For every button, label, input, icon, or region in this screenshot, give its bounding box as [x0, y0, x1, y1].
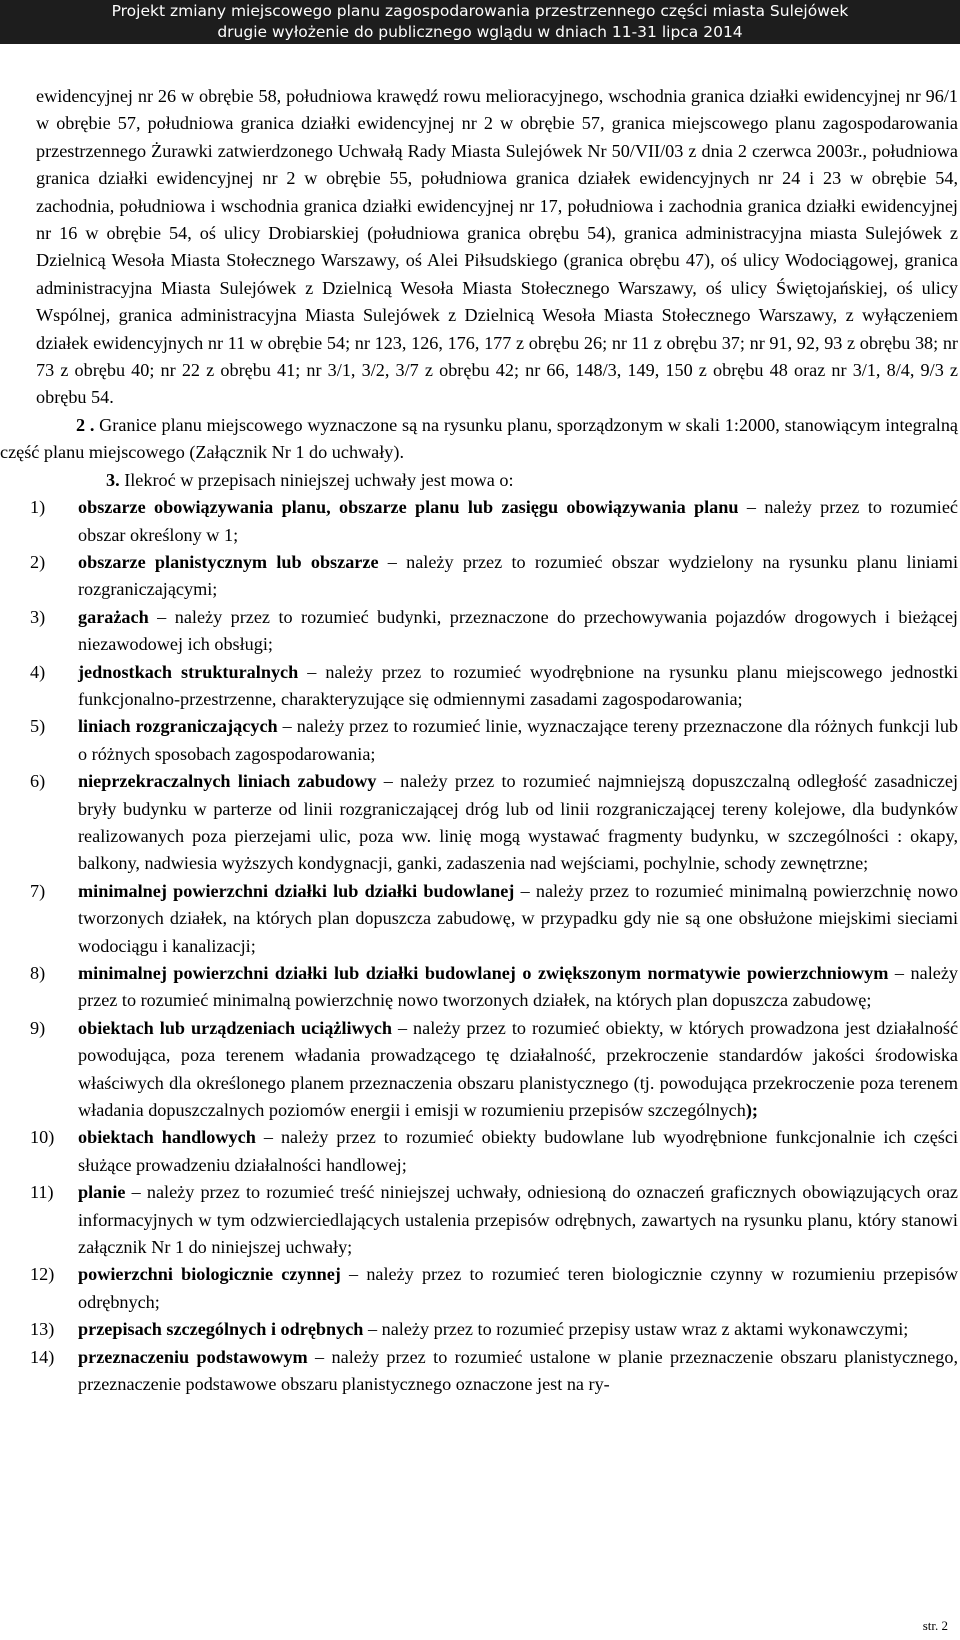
definition-text: należy przez to rozumieć linie, wyznaczające tereny przeznaczone dla różnych funkcji lub o różnych sposobach zagospodarowania;	[78, 716, 959, 764]
definition-number: 13)	[30, 1319, 55, 1340]
definition-text: należy przez to rozumieć obiekty budowlane lub wyodrębnione funkcjonalnie ich części służące prowadzeniu działalności handlowej;	[78, 1127, 958, 1175]
section-3-label: 3.	[106, 469, 120, 490]
definition-term: przeznaczeniu podstawowym	[78, 1346, 308, 1367]
definition-item: 11) planie – należy przez to rozumieć treść niniejszej uchwały, odniesioną do oznaczeń graficznych obowiązujących oraz informacyjnych w tym odzwierciedlających ustalenia przepisów odrębnych, zawartych na rysunku planu, który stanowi załącznik Nr 1 do niniejszej uchwały;	[30, 1179, 958, 1261]
definition-term: obiektach handlowych	[78, 1127, 256, 1148]
definition-item: 1) obszarze obowiązywania planu, obszarze planu lub zasięgu obowiązywania planu – należy przez to rozumieć obszar określony w 1;	[30, 494, 958, 549]
section-2-label: 2 .	[76, 414, 95, 435]
definition-item: 7) minimalnej powierzchni działki lub działki budowlanej – należy przez to rozumieć minimalną powierzchnię nowo tworzonych działek, na których plan dopuszcza zabudowę, w przypadku gdy nie są one obsłużone miejskimi sieciami wodociągu i kanalizacji;	[30, 878, 958, 960]
definition-term: obszarze planistycznym lub obszarze	[78, 551, 379, 572]
definition-text: należy przez to rozumieć wyodrębnione na rysunku planu miejscowego jednostki funkcjonalno-przestrzenne, charakteryzujące się odmiennymi zasadami zagospodarowania;	[78, 661, 958, 709]
definition-text: należy przez to rozumieć obiekty, w których prowadzona jest działalność powodująca, poza terenem władania prowadzącego tę działalność, przekroczenie standardów jakości środowiska właściwych dla określonego planem przeznaczenia obszaru planistycznego (tj. powodująca przekroczenie poza terenem władania dopuszczalnych poziomów energii i emisji w rozumieniu przepisów szczególnych	[78, 1017, 959, 1121]
definition-item: 4) jednostkach strukturalnych – należy przez to rozumieć wyodrębnione na rysunku planu miejscowego jednostki funkcjonalno-przestrzenne, charakteryzujące się odmiennymi zasadami zagospodarowania;	[30, 659, 958, 714]
section-2-text: Granice planu miejscowego wyznaczone są na rysunku planu, sporządzonym w skali 1:2000, stanowiącym integralną część planu miejscowego (Załącznik Nr 1 do uchwały).	[0, 414, 959, 463]
definition-number: 11)	[30, 1182, 54, 1203]
document-body	[0, 83, 959, 1399]
definition-item: 8) minimalnej powierzchni działki lub działki budowlanej o zwiększonym normatywie powierzchniowym – należy przez to rozumieć minimalną powierzchnię nowo tworzonych działek, na których plan dopuszcza zabudowę;	[30, 960, 958, 1015]
definition-text: należy przez to rozumieć minimalną powierzchnię nowo tworzonych działek, na których plan dopuszcza zabudowę, w przypadku gdy nie są one obsłużone miejskimi sieciami wodociągu i kanalizacji;	[78, 880, 958, 956]
definition-item: 13) przepisach szczególnych i odrębnych – należy przez to rozumieć przepisy ustaw wraz z aktami wykonawczymi;	[30, 1316, 958, 1343]
definition-number: 12)	[30, 1264, 55, 1285]
definition-number: 6)	[30, 771, 46, 792]
definition-number: 1)	[30, 497, 46, 518]
definition-number: 3)	[30, 606, 46, 627]
definition-item: 12) powierzchni biologicznie czynnej – należy przez to rozumieć teren biologicznie czynny w rozumieniu przepisów odrębnych;	[30, 1261, 958, 1316]
definition-text: należy przez to rozumieć obszar określony w 1;	[78, 497, 958, 545]
definitions-list	[30, 494, 958, 1398]
definition-text: należy przez to rozumieć teren biologicznie czynny w rozumieniu przepisów odrębnych;	[78, 1264, 958, 1312]
definition-term: minimalnej powierzchni działki lub działki budowlanej o zwiększonym normatywie powierzchniowym	[78, 963, 889, 983]
definition-term: obiektach lub urządzeniach uciążliwych	[78, 1017, 392, 1038]
definition-term: liniach rozgraniczających	[78, 716, 278, 737]
definition-text: należy przez to rozumieć obszar wydzielony na rysunku planu liniami rozgraniczającymi;	[78, 551, 958, 600]
definition-number: 7)	[30, 880, 46, 901]
definition-number: 9)	[30, 1017, 46, 1038]
definition-term: minimalnej powierzchni działki lub działki budowlanej	[78, 880, 515, 901]
intro-paragraph: ewidencyjnej nr 26 w obrębie 58, południowa krawędź rowu melioracyjnego, wschodnia granica działki ewidencyjnej nr 96/1 w obrębie 57, południowa granica działki ewidencyjnej nr 2 w obrębie 57, granica miejscowego planu zagospodarowania przestrzennego Żurawki zatwierdzonego Uchwałą Rady Miasta Sulejówek Nr 50/VII/03 z dnia 2 czerwca 2003r., południowa granica działki ewidencyjnej nr 2 w obrębie 55, południowa granica działek ewidencyjnych nr 24 i 23 w obrębie 54, zachodnia, południowa i wschodnia granica działki ewidencyjnej nr 17, południowa i zachodnia granica działki ewidencyjnej nr 16 w obrębie 54, oś ulicy Drobiarskiej (południowa granica obrębu 54), granica administracyjna miasta Sulejówek z Dzielnicą Wesoła Miasta Stołecznego Warszawy, oś Alei Piłsudskiego (granica obrębu 47), oś ulicy Wodociągowej, granica administracyjna Miasta Sulejówek z Dzielnicą Wesoła Miasta Stołecznego Warszawy, oś ulicy Świętojańskiej, oś ulicy Wspólnej, granica administracyjna Miasta Sulejówek z Dzielnicą Wesoła Miasta Stołecznego Warszawy, z wyłączeniem działek ewidencyjnych nr 11 w obrębie 54; nr 123, 126, 176, 177 z obrębu 26; nr 11 z obrębu 37; nr 91, 92, 93 z obrębu 38; nr 73 z obrębu 40; nr 22 z obrębu 41; nr 3/1, 3/2, 3/7 z obrębu 42; nr 66, 148/3, 149, 150 z obrębu 48 oraz nr 3/1, 8/4, 9/3 z obrębu 54.	[36, 86, 958, 408]
page-number: str. 2	[922, 1618, 948, 1633]
definition-item: 5) liniach rozgraniczających – należy przez to rozumieć linie, wyznaczające tereny przeznaczone dla różnych funkcji lub o różnych sposobach zagospodarowania;	[30, 713, 958, 768]
section-3-paragraph	[30, 467, 958, 494]
definition-text: należy przez to rozumieć treść niniejszej uchwały, odniesioną do oznaczeń graficznych obowiązujących oraz informacyjnych w tym odzwierciedlających ustalenia przepisów odrębnych, zawartych na rysunku planu, który stanowi załącznik Nr 1 do niniejszej uchwały;	[78, 1182, 959, 1258]
definition-term: garażach	[78, 606, 149, 627]
definition-term: jednostkach strukturalnych	[78, 661, 299, 682]
definition-number: 14)	[30, 1346, 55, 1367]
document-header	[0, 0, 960, 44]
section-3-text: Ilekroć w przepisach niniejszej uchwały jest mowa o:	[124, 469, 514, 490]
definition-number: 2)	[30, 551, 46, 572]
definition-tail: );	[745, 1100, 758, 1121]
definition-text: należy przez to rozumieć minimalną powierzchnię nowo tworzonych działek, na których plan dopuszcza zabudowę;	[78, 963, 958, 1011]
header-line-2: drugie wyłożenie do publicznego wglądu w dniach 11-31 lipca 2014	[217, 23, 743, 41]
header-line-1: Projekt zmiany miejscowego planu zagospodarowania przestrzennego części miasta Sulejówek	[111, 2, 849, 20]
definition-item: 3) garażach – należy przez to rozumieć budynki, przeznaczone do przechowywania pojazdów drogowych i bieżącej niezawodowej ich obsługi;	[30, 604, 958, 659]
definition-item: 9) obiektach lub urządzeniach uciążliwych – należy przez to rozumieć obiekty, w których prowadzona jest działalność powodująca, poza terenem władania prowadzącego tę działalność, przekroczenie standardów jakości środowiska właściwych dla określonego planem przeznaczenia obszaru planistycznego (tj. powodująca przekroczenie poza terenem władania dopuszczalnych poziomów energii i emisji w rozumieniu przepisów szczególnych);	[30, 1015, 958, 1125]
definition-item: 2) obszarze planistycznym lub obszarze – należy przez to rozumieć obszar wydzielony na rysunku planu liniami rozgraniczającymi;	[30, 549, 958, 604]
definition-text: należy przez to rozumieć ustalone w planie przeznaczenie obszaru planistycznego, przeznaczenie podstawowe obszaru planistycznego oznaczone jest na ry-	[78, 1346, 959, 1395]
definition-item: 14) przeznaczeniu podstawowym – należy przez to rozumieć ustalone w planie przeznaczenie obszaru planistycznego, przeznaczenie podstawowe obszaru planistycznego oznaczone jest na ry-	[30, 1344, 958, 1399]
definition-term: nieprzekraczalnych liniach zabudowy	[78, 771, 377, 792]
definition-text: należy przez to rozumieć budynki, przeznaczone do przechowywania pojazdów drogowych i bieżącej niezawodowej ich obsługi;	[78, 606, 958, 655]
section-2-paragraph	[0, 412, 958, 467]
definition-item: 6) nieprzekraczalnych liniach zabudowy – należy przez to rozumieć najmniejszą dopuszczalną odległość zasadniczej bryły budynku w parterze od linii rozgraniczającej dróg lub od linii rozgraniczającej tereny kolejowe, dla budynków realizowanych poza pierzejami ulic, poza ww. linię mogą wystawać fragmenty budynku, w szczególności : okapy, balkony, nadwiesia wyższych kondygnacji, ganki, zadaszenia nad wejściami, pochylnie, schody zewnętrzne;	[30, 768, 958, 878]
definition-term: obszarze obowiązywania planu, obszarze planu lub zasięgu obowiązywania planu	[78, 497, 739, 518]
definition-term: planie	[78, 1182, 126, 1203]
definition-number: 4)	[30, 661, 46, 682]
definition-number: 8)	[30, 963, 46, 983]
definition-number: 10)	[30, 1127, 55, 1148]
definition-term: przepisach szczególnych i odrębnych	[78, 1319, 364, 1340]
definition-text: należy przez to rozumieć najmniejszą dopuszczalną odległość zasadniczej bryły budynku w parterze od linii rozgraniczającej dróg lub od linii rozgraniczającej tereny kolejowe, dla budynków realizowanych poza pierzejami ulic, poza ww. linię mogą wystawać fragmenty budynku, w szczególności : okapy, balkony, nadwiesia wyższych kondygnacji, ganki, zadaszenia nad wejściami, pochylnie, schody zewnętrzne;	[78, 771, 959, 874]
definition-term: powierzchni biologicznie czynnej	[78, 1264, 341, 1285]
definition-item: 10) obiektach handlowych – należy przez to rozumieć obiekty budowlane lub wyodrębnione funkcjonalnie ich części służące prowadzeniu działalności handlowej;	[30, 1124, 958, 1179]
definition-text: należy przez to rozumieć przepisy ustaw wraz z aktami wykonawczymi;	[381, 1319, 909, 1340]
definition-number: 5)	[30, 716, 46, 737]
